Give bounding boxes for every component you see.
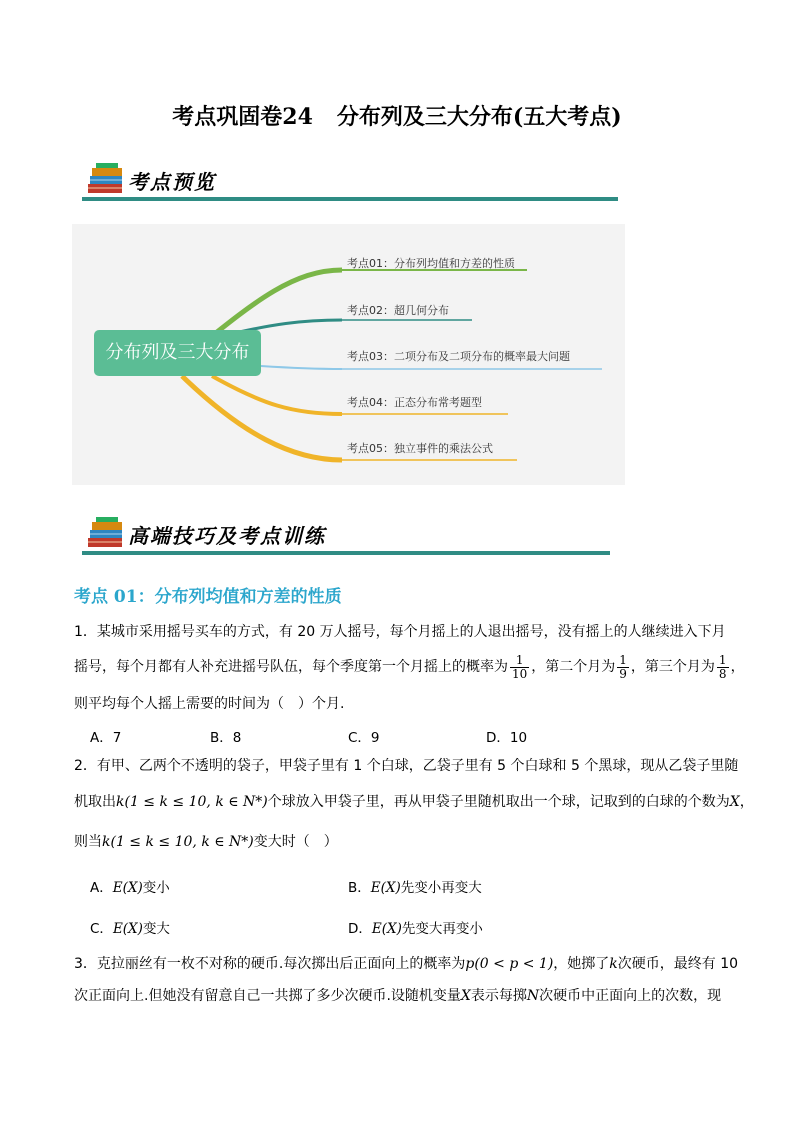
q2-line2	[74, 792, 754, 812]
q1-line1: 1．某城市采用摇号买车的方式，有 20 万人摇号，每个月摇上的人退出摇号，没有摇上的人继续进入下月	[74, 624, 726, 640]
q3-p-expr: p(0 < p < 1)	[465, 956, 554, 972]
q3-line2-c: 次硬币中正面向上的次数，现	[539, 988, 722, 1004]
mindmap-center-node: 分布列及三大分布	[94, 330, 261, 376]
option-text: 变小	[142, 880, 170, 896]
option-expr: E(X)	[371, 921, 402, 937]
q2-var-x: X	[729, 794, 740, 810]
q1-line2-d: ，	[730, 659, 745, 675]
section-heading: 考点 01：分布列均值和方差的性质	[74, 587, 342, 607]
option-letter: D．	[348, 921, 372, 937]
q2-line2-a: 机取出	[74, 794, 116, 810]
banner-underline	[82, 197, 618, 201]
q3-line1-b: ，她掷了	[553, 956, 610, 972]
q2-line2-b: 个球放入甲袋子里，再从甲袋子里随机取出一个球，记取到的白球的个数为	[267, 794, 730, 810]
option-expr: E(X)	[370, 880, 401, 896]
option-text: 变大	[142, 921, 170, 937]
frac-num: 1	[619, 652, 627, 667]
q3-line2-b: 表示每掷	[470, 988, 527, 1004]
banner-underline	[82, 551, 610, 555]
fraction-1-8	[717, 654, 729, 681]
q1-line2	[74, 652, 745, 682]
q3-N: N	[526, 988, 540, 1004]
mindmap-branch-2: 考点02：超几何分布	[347, 304, 449, 317]
frac-den: 8	[718, 666, 727, 681]
fraction-1-10	[510, 654, 529, 681]
q1-option-a: A．7	[90, 730, 122, 746]
title-main: 考点巩固卷24	[172, 104, 313, 130]
page-title	[0, 100, 794, 131]
fraction-1-9	[617, 654, 629, 681]
mindmap-branch-4: 考点04：正态分布常考题型	[347, 396, 482, 409]
books-icon	[86, 516, 126, 550]
q1-option-b: B．8	[210, 730, 242, 746]
mindmap-branch-5: 考点05：独立事件的乘法公式	[347, 442, 493, 455]
q3-k: k	[609, 956, 618, 972]
q2-line3	[74, 832, 724, 852]
q2-option-d	[348, 917, 483, 937]
banner-training-label: 高端技巧及考点训练	[128, 524, 326, 548]
q1-line2-c: ，第三个月为	[630, 659, 715, 675]
q1-line2-b: ，第二个月为	[531, 659, 616, 675]
q3-line2-a: 次正面向上.但她没有留意自己一共掷了多少次硬币.设随机变量	[74, 988, 461, 1004]
frac-num: 1	[718, 652, 727, 667]
banner-preview-label: 考点预览	[128, 170, 216, 194]
option-letter: C．	[90, 921, 113, 937]
q3-line2	[74, 986, 724, 1006]
q3-line1	[74, 954, 739, 974]
mindmap-branch-1: 考点01：分布列均值和方差的性质	[347, 257, 515, 270]
option-expr: E(X)	[112, 880, 143, 896]
option-text: 先变大再变小	[401, 921, 483, 937]
q1-option-d: D．10	[486, 730, 528, 746]
option-letter: B．	[348, 880, 371, 896]
frac-den: 9	[619, 666, 627, 681]
frac-den: 10	[512, 666, 528, 681]
title-sub: 分布列及三大分布(五大考点)	[336, 104, 622, 130]
q1-line3: 则平均每个人摇上需要的时间为（ ）个月.	[74, 696, 345, 712]
q2-condition: k(1 ≤ k ≤ 10, k ∈ N*)	[116, 794, 268, 810]
q2-line3-a: 则当	[74, 834, 102, 850]
q2-option-a	[90, 876, 170, 896]
q1-line2-a: 摇号，每个月都有人补充进摇号队伍，每个季度第一个月摇上的概率为	[74, 659, 508, 675]
mindmap	[72, 224, 625, 485]
option-letter: A．	[90, 880, 113, 896]
frac-num: 1	[510, 654, 529, 668]
option-expr: E(X)	[112, 921, 143, 937]
mindmap-branch-3: 考点03：二项分布及二项分布的概率最大问题	[347, 350, 570, 363]
q2-option-c	[90, 917, 170, 937]
q3-line1-c: 次硬币，最终有 10	[617, 956, 739, 972]
q2-option-b	[348, 876, 482, 896]
section-banner-preview	[82, 156, 618, 204]
q2-condition-repeat: k(1 ≤ k ≤ 10, k ∈ N*)	[102, 834, 254, 850]
books-icon	[86, 162, 126, 196]
q2-line2-c: ，	[739, 794, 754, 810]
q3-X: X	[460, 988, 471, 1004]
q2-line1: 2．有甲、乙两个不透明的袋子，甲袋子里有 1 个白球，乙袋子里有 5 个白球和 5 个黑球，现从乙袋子里随	[74, 758, 739, 774]
q3-line1-a: 3．克拉丽丝有一枚不对称的硬币.每次掷出后正面向上的概率为	[74, 956, 466, 972]
option-text: 先变小再变大	[400, 880, 482, 896]
q1-option-c: C．9	[348, 730, 380, 746]
section-banner-training	[82, 510, 610, 558]
q2-line3-b: 变大时（ ）	[253, 834, 338, 850]
